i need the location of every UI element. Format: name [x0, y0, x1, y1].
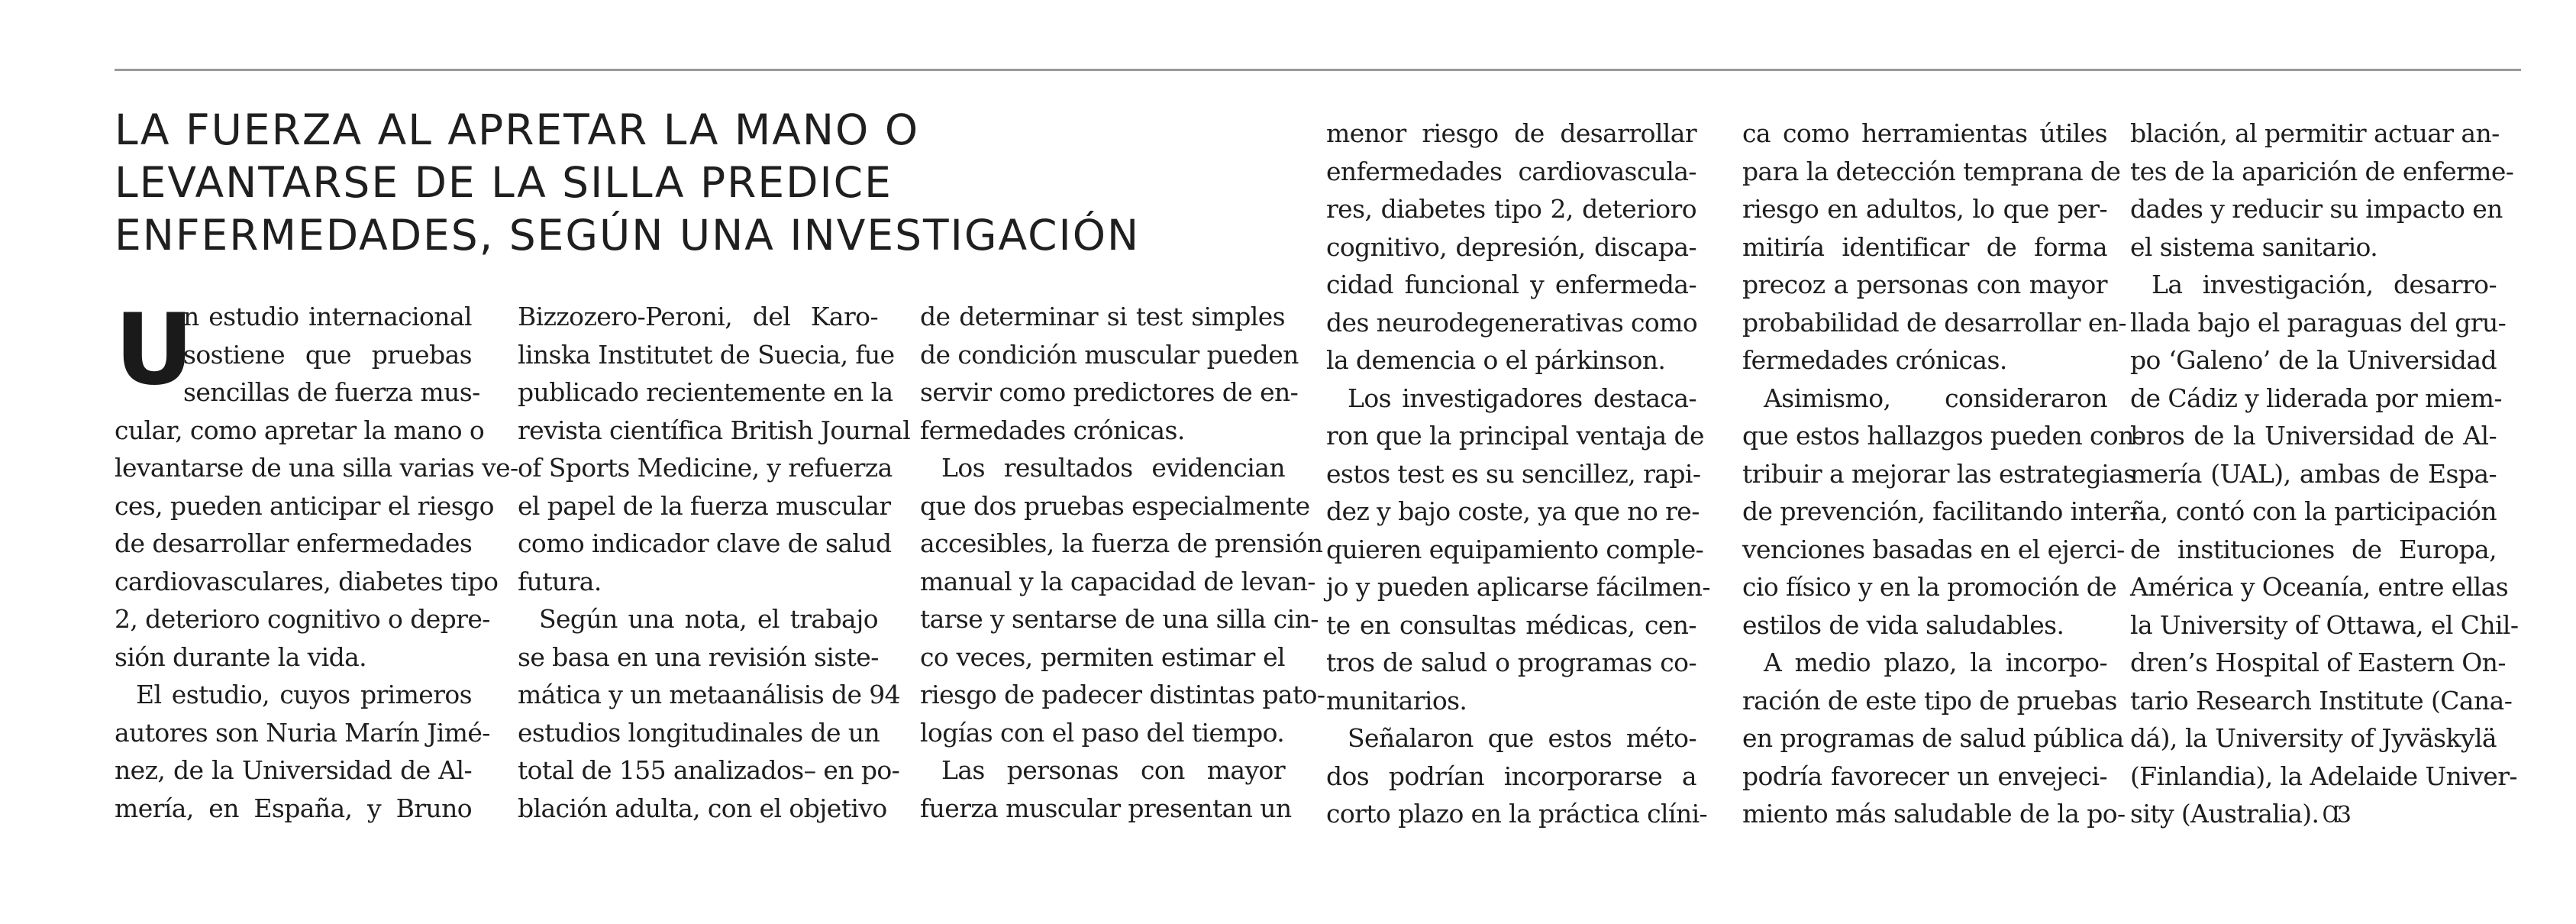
text-line: levantarse de una silla varias ve-: [115, 453, 518, 483]
text-line: sostiene que pruebas: [183, 339, 472, 370]
article-column-3: [920, 298, 1325, 827]
text-line: de desarrollar enfermedades: [115, 528, 473, 558]
text-line: de condición muscular pueden: [920, 339, 1299, 370]
article-column-6: [2130, 115, 2519, 835]
text-line: mería, en España, y Bruno: [115, 793, 472, 823]
text-line: cognitivo, depresión, discapa-: [1326, 231, 1696, 262]
text-line: mática y un metaanálisis de 94: [518, 680, 901, 709]
text-line: corto plazo en la práctica clíni-: [1326, 799, 1708, 829]
text-line: blación, al permitir actuar an-: [2130, 118, 2500, 148]
headline-line: LEVANTARSE DE LA SILLA PREDICE: [115, 158, 893, 207]
text-line: cardiovasculares, diabetes tipo: [115, 566, 499, 596]
text-line: La investigación, desarro-: [2152, 270, 2497, 299]
text-line: se basa en una revisión siste-: [518, 641, 879, 672]
text-line: menor riesgo de desarrollar: [1326, 118, 1696, 148]
text-line: nez, de la Universidad de Al-: [115, 755, 472, 785]
text-line: total de 155 analizados– en po-: [518, 755, 900, 785]
text-line: enfermedades cardiovascula-: [1326, 156, 1696, 186]
text-line: jo y pueden aplicarse fácilmen-: [1326, 572, 1710, 602]
text-line: llada bajo el paraguas del gru-: [2130, 307, 2507, 338]
text-line: of Sports Medicine, y refuerza: [518, 453, 893, 483]
text-line: como indicador clave de salud: [518, 528, 892, 558]
text-line: res, diabetes tipo 2, deterioro: [1326, 194, 1696, 224]
text-line: cular, como apretar la mano o: [115, 415, 485, 445]
text-line: para la detección temprana de: [1742, 156, 2121, 186]
text-line: (Finlandia), la Adelaide Univer-: [2130, 761, 2517, 791]
text-line: de instituciones de Europa,: [2130, 534, 2497, 564]
text-line: revista científica British Journal: [518, 415, 911, 445]
top-rule: [115, 69, 2521, 71]
text-line: Los resultados evidencian: [941, 453, 1285, 483]
text-line: de determinar si test simples: [920, 302, 1285, 331]
text-line: ña, contó con la participación: [2130, 496, 2497, 526]
drop-cap: U: [115, 293, 194, 407]
text-line: fermedades crónicas.: [1742, 345, 2007, 375]
text-line: tarse y sentarse de una silla cin-: [920, 604, 1319, 634]
final-text: sity (Australia).: [2130, 799, 2319, 829]
text-line: Señalaron que estos méto-: [1348, 723, 1696, 753]
text-line: [2130, 795, 2497, 835]
text-line: que estos hallazgos pueden con-: [1742, 421, 2142, 451]
headline-line: LA FUERZA AL APRETAR LA MANO O: [115, 105, 920, 154]
text-line: sencillas de fuerza mus-: [183, 377, 480, 407]
text-line: des neurodegenerativas como: [1326, 307, 1698, 338]
text-line: 2, deterioro cognitivo o depre-: [115, 604, 490, 634]
text-line: quieren equipamiento comple-: [1326, 534, 1704, 564]
text-line: precoz a personas con mayor: [1742, 270, 2107, 299]
text-line: mería (UAL), ambas de Espa-: [2130, 458, 2497, 489]
text-line: tribuir a mejorar las estrategias: [1742, 458, 2136, 489]
text-line: logías con el paso del tiempo.: [920, 717, 1285, 748]
article-column-5: [1742, 115, 2142, 833]
text-line: te en consultas médicas, cen-: [1326, 609, 1696, 640]
headline-line: ENFERMEDADES, SEGÚN UNA INVESTIGACIÓN: [115, 211, 1141, 260]
text-line: po ‘Galeno’ de la Universidad: [2130, 345, 2497, 375]
text-line: la University of Ottawa, el Chil-: [2130, 609, 2519, 640]
text-line: dá), la University of Jyväskylä: [2130, 723, 2497, 753]
end-of-article-mark-icon: Ɑ3: [2322, 802, 2348, 829]
text-line: bros de la Universidad de Al-: [2130, 421, 2497, 451]
text-line: estudios longitudinales de un: [518, 717, 880, 748]
text-line: de Cádiz y liderada por miem-: [2130, 383, 2502, 413]
text-line: linska Institutet de Suecia, fue: [518, 339, 895, 370]
text-line: dos podrían incorporarse a: [1326, 761, 1696, 791]
text-line: co veces, permiten estimar el: [920, 641, 1285, 672]
text-line: Según una nota, el trabajo: [539, 604, 878, 634]
text-line: riesgo en adultos, lo que per-: [1742, 194, 2107, 224]
text-line: futura.: [518, 566, 602, 596]
text-line: mitiría identificar de forma: [1742, 231, 2107, 262]
text-line: dez y bajo coste, ya que no re-: [1326, 496, 1700, 526]
text-line: estilos de vida saludables.: [1742, 609, 2064, 640]
text-line: Asimismo, consideraron: [1764, 383, 2107, 413]
text-line: América y Oceanía, entre ellas: [2130, 572, 2509, 602]
text-line: dren’s Hospital of Eastern On-: [2130, 648, 2506, 677]
text-line: tros de salud o programas co-: [1326, 648, 1696, 677]
text-line: tes de la aparición de enferme-: [2130, 156, 2514, 186]
text-line: de prevención, facilitando inter-: [1742, 496, 2138, 526]
text-line: la demencia o el párkinson.: [1326, 345, 1666, 375]
text-line: venciones basadas en el ejerci-: [1742, 534, 2125, 564]
text-line: Los investigadores destaca-: [1348, 383, 1696, 413]
text-line: El estudio, cuyos primeros: [136, 680, 472, 709]
text-line: el sistema sanitario.: [2130, 231, 2378, 262]
text-line: que dos pruebas especialmente: [920, 490, 1310, 521]
text-line: autores son Nuria Marín Jimé-: [115, 717, 490, 748]
text-line: publicado recientemente en la: [518, 377, 893, 407]
text-line: podría favorecer un envejeci-: [1742, 761, 2107, 791]
text-line: estos test es su sencillez, rapi-: [1326, 458, 1701, 489]
text-line: fuerza muscular presentan un: [920, 793, 1292, 823]
article-column-4: [1326, 115, 1710, 833]
text-line: probabilidad de desarrollar en-: [1742, 307, 2126, 338]
text-line: en programas de salud pública: [1742, 723, 2124, 753]
text-line: servir como predictores de en-: [920, 377, 1299, 407]
text-line: Las personas con mayor: [941, 755, 1285, 785]
text-line: miento más saludable de la po-: [1742, 799, 2126, 829]
text-line: riesgo de padecer distintas pato-: [920, 680, 1325, 709]
text-line: munitarios.: [1326, 685, 1467, 716]
text-line: cidad funcional y enfermeda-: [1326, 270, 1696, 299]
text-line: ces, pueden anticipar el riesgo: [115, 490, 494, 521]
text-line: Bizzozero-Peroni, del Karo-: [518, 302, 878, 331]
text-line: fermedades crónicas.: [920, 415, 1185, 445]
text-line: el papel de la fuerza muscular: [518, 490, 891, 521]
text-line: accesibles, la fuerza de prensión: [920, 528, 1323, 558]
text-line: blación adulta, con el objetivo: [518, 793, 887, 823]
text-line: cio físico y en la promoción de: [1742, 572, 2117, 602]
article-column-2: [518, 298, 911, 827]
text-line: A medio plazo, la incorpo-: [1764, 648, 2107, 677]
text-line: manual y la capacidad de levan-: [920, 566, 1315, 596]
headline: [115, 104, 1306, 262]
text-line: sión durante la vida.: [115, 641, 367, 672]
text-line: ración de este tipo de pruebas: [1742, 685, 2117, 716]
text-line: dades y reducir su impacto en: [2130, 194, 2503, 224]
text-line: n estudio internacional: [183, 302, 472, 331]
text-line: ron que la principal ventaja de: [1326, 421, 1704, 451]
text-line: tario Research Institute (Cana-: [2130, 685, 2513, 716]
text-line: ca como herramientas útiles: [1742, 118, 2107, 148]
article-column-1: [115, 293, 518, 827]
